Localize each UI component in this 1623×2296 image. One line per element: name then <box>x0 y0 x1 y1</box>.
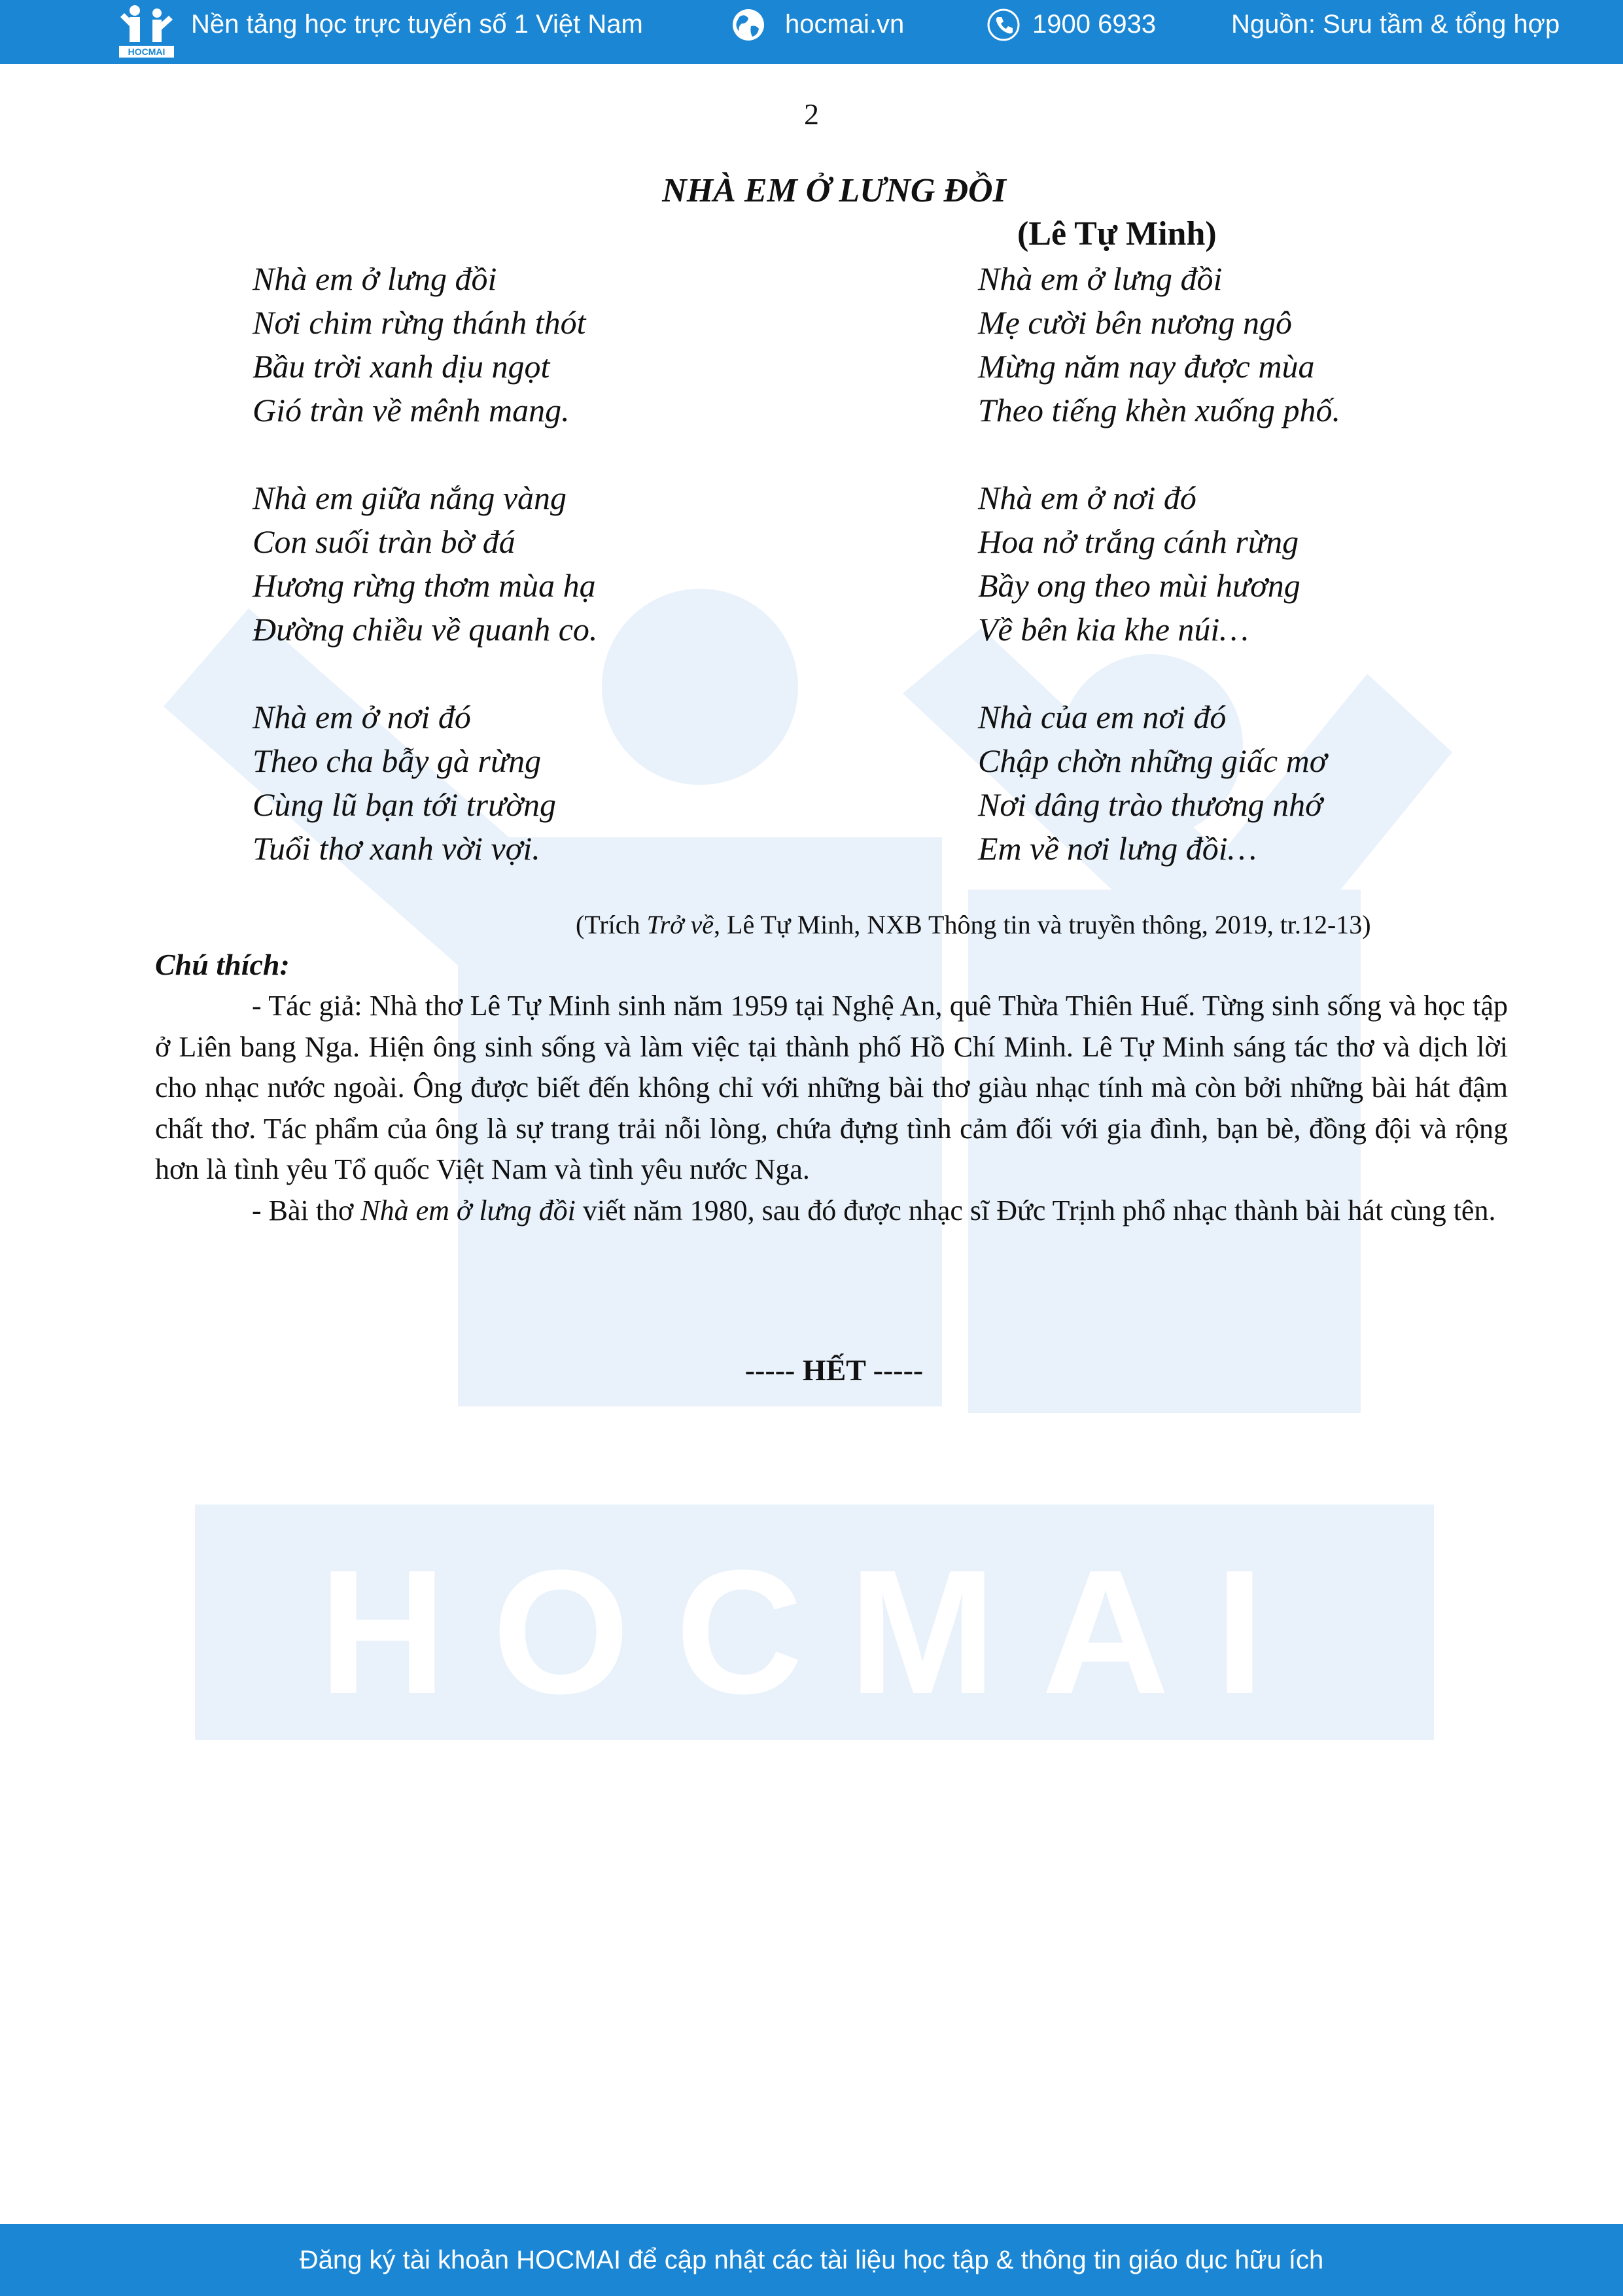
poem-line: Nơi dâng trào thương nhớ <box>978 786 1323 823</box>
end-mark: ----- HẾT ----- <box>744 1353 924 1387</box>
poem-line: Gió tràn về mênh mang. <box>253 392 570 428</box>
poem-line: Em về nơi lưng đồi… <box>978 830 1257 867</box>
source-citation: (Trích Trở về, Lê Tự Minh, NXB Thông tin và truyền thông, 2019, tr.12-13) <box>576 910 1371 939</box>
poem-stanza <box>253 257 776 432</box>
poem-line: Cùng lũ bạn tới trường <box>253 786 557 823</box>
poem-stanza <box>978 695 1501 871</box>
poem-author: (Lê Tự Minh) <box>1017 215 1217 252</box>
source-book-title: Trở về <box>646 910 714 939</box>
poem-line: Nhà của em nơi đó <box>978 699 1227 735</box>
phone-icon <box>986 8 1021 42</box>
poem-line: Tuổi thơ xanh vời vợi. <box>253 830 540 867</box>
poem-stanza <box>978 476 1501 652</box>
poem-line: Nhà em ở nơi đó <box>253 699 471 735</box>
poem-line: Con suối tràn bờ đá <box>253 523 515 560</box>
logo-text: HOCMAI <box>128 46 166 57</box>
watermark-text: HOCMAI <box>319 1534 1310 1731</box>
note-poem-title: Nhà em ở lưng đồi <box>360 1194 576 1226</box>
poem-line: Về bên kia khe núi… <box>978 611 1249 648</box>
header-source: Nguồn: Sưu tầm & tổng hợp <box>1231 10 1560 39</box>
poem-stanza <box>978 257 1501 432</box>
poem-line: Theo cha bẫy gà rừng <box>253 742 542 779</box>
page-number: 2 <box>804 97 819 131</box>
poem-line: Mẹ cười bên nương ngô <box>978 304 1293 341</box>
footer-bar <box>0 2224 1623 2296</box>
poem-line: Mừng năm nay được mùa <box>978 348 1315 385</box>
poem-line: Nhà em giữa nắng vàng <box>253 479 567 516</box>
poem-line: Hương rừng thơm mùa hạ <box>253 567 596 604</box>
note-author: - Tác giả: Nhà thơ Lê Tự Minh sinh năm 1959 tại Nghệ An, quê Thừa Thiên Huế. Từng sinh sống và học tập ở Liên bang Nga. Hiện ông sinh sống và làm việc tại thành phố Hồ Chí Minh. Lê Tự Minh sáng tác thơ và dịch lời cho nhạc nước ngoài. Ông được biết đến không chỉ với những bài thơ giàu nhạc tính mà còn bởi những bài hát đậm chất thơ. Tác phẩm của ông là sự trang trải nỗi lòng, chứa đựng tình cảm đối với gia đình, bạn bè, đồng đội và rộng hơn là tình yêu Tổ quốc Việt Nam và tình yêu nước Nga. <box>155 990 1508 1185</box>
poem-stanza <box>253 695 776 871</box>
header-hotline[interactable]: 1900 6933 <box>1032 10 1157 39</box>
header-slogan: Nền tảng học trực tuyến số 1 Việt Nam <box>191 10 643 39</box>
poem-line: Theo tiếng khèn xuống phố. <box>978 392 1341 428</box>
footer-text: Đăng ký tài khoản HOCMAI để cập nhật các tài liệu học tập & thông tin giáo dục hữu ích <box>299 2246 1324 2274</box>
poem-line: Bầy ong theo mùi hương <box>978 567 1300 604</box>
poem-stanza <box>253 476 776 652</box>
note-poem: - Bài thơ Nhà em ở lưng đồi viết năm 1980, sau đó được nhạc sĩ Đức Trịnh phổ nhạc thành bài hát cùng tên. <box>252 1194 1496 1226</box>
hocmai-logo <box>116 3 177 60</box>
header-website[interactable]: hocmai.vn <box>785 10 905 39</box>
poem-line: Hoa nở trắng cánh rừng <box>978 523 1299 560</box>
poem-line: Nơi chim rừng thánh thót <box>253 304 586 341</box>
poem-line: Nhà em ở lưng đồi <box>253 260 497 297</box>
notes-title: Chú thích: <box>155 948 290 981</box>
poem-line: Nhà em ở lưng đồi <box>978 260 1223 297</box>
poem-line: Chập chờn những giấc mơ <box>978 742 1327 779</box>
poem-line: Bầu trời xanh dịu ngọt <box>253 348 550 385</box>
notes-body <box>155 986 1508 1231</box>
poem-line: Nhà em ở nơi đó <box>978 479 1196 516</box>
header-bar <box>0 0 1623 64</box>
poem-title: NHÀ EM Ở LƯNG ĐỒI <box>662 172 1006 209</box>
poem-line: Đường chiều về quanh co. <box>253 611 598 648</box>
globe-icon <box>731 8 765 42</box>
